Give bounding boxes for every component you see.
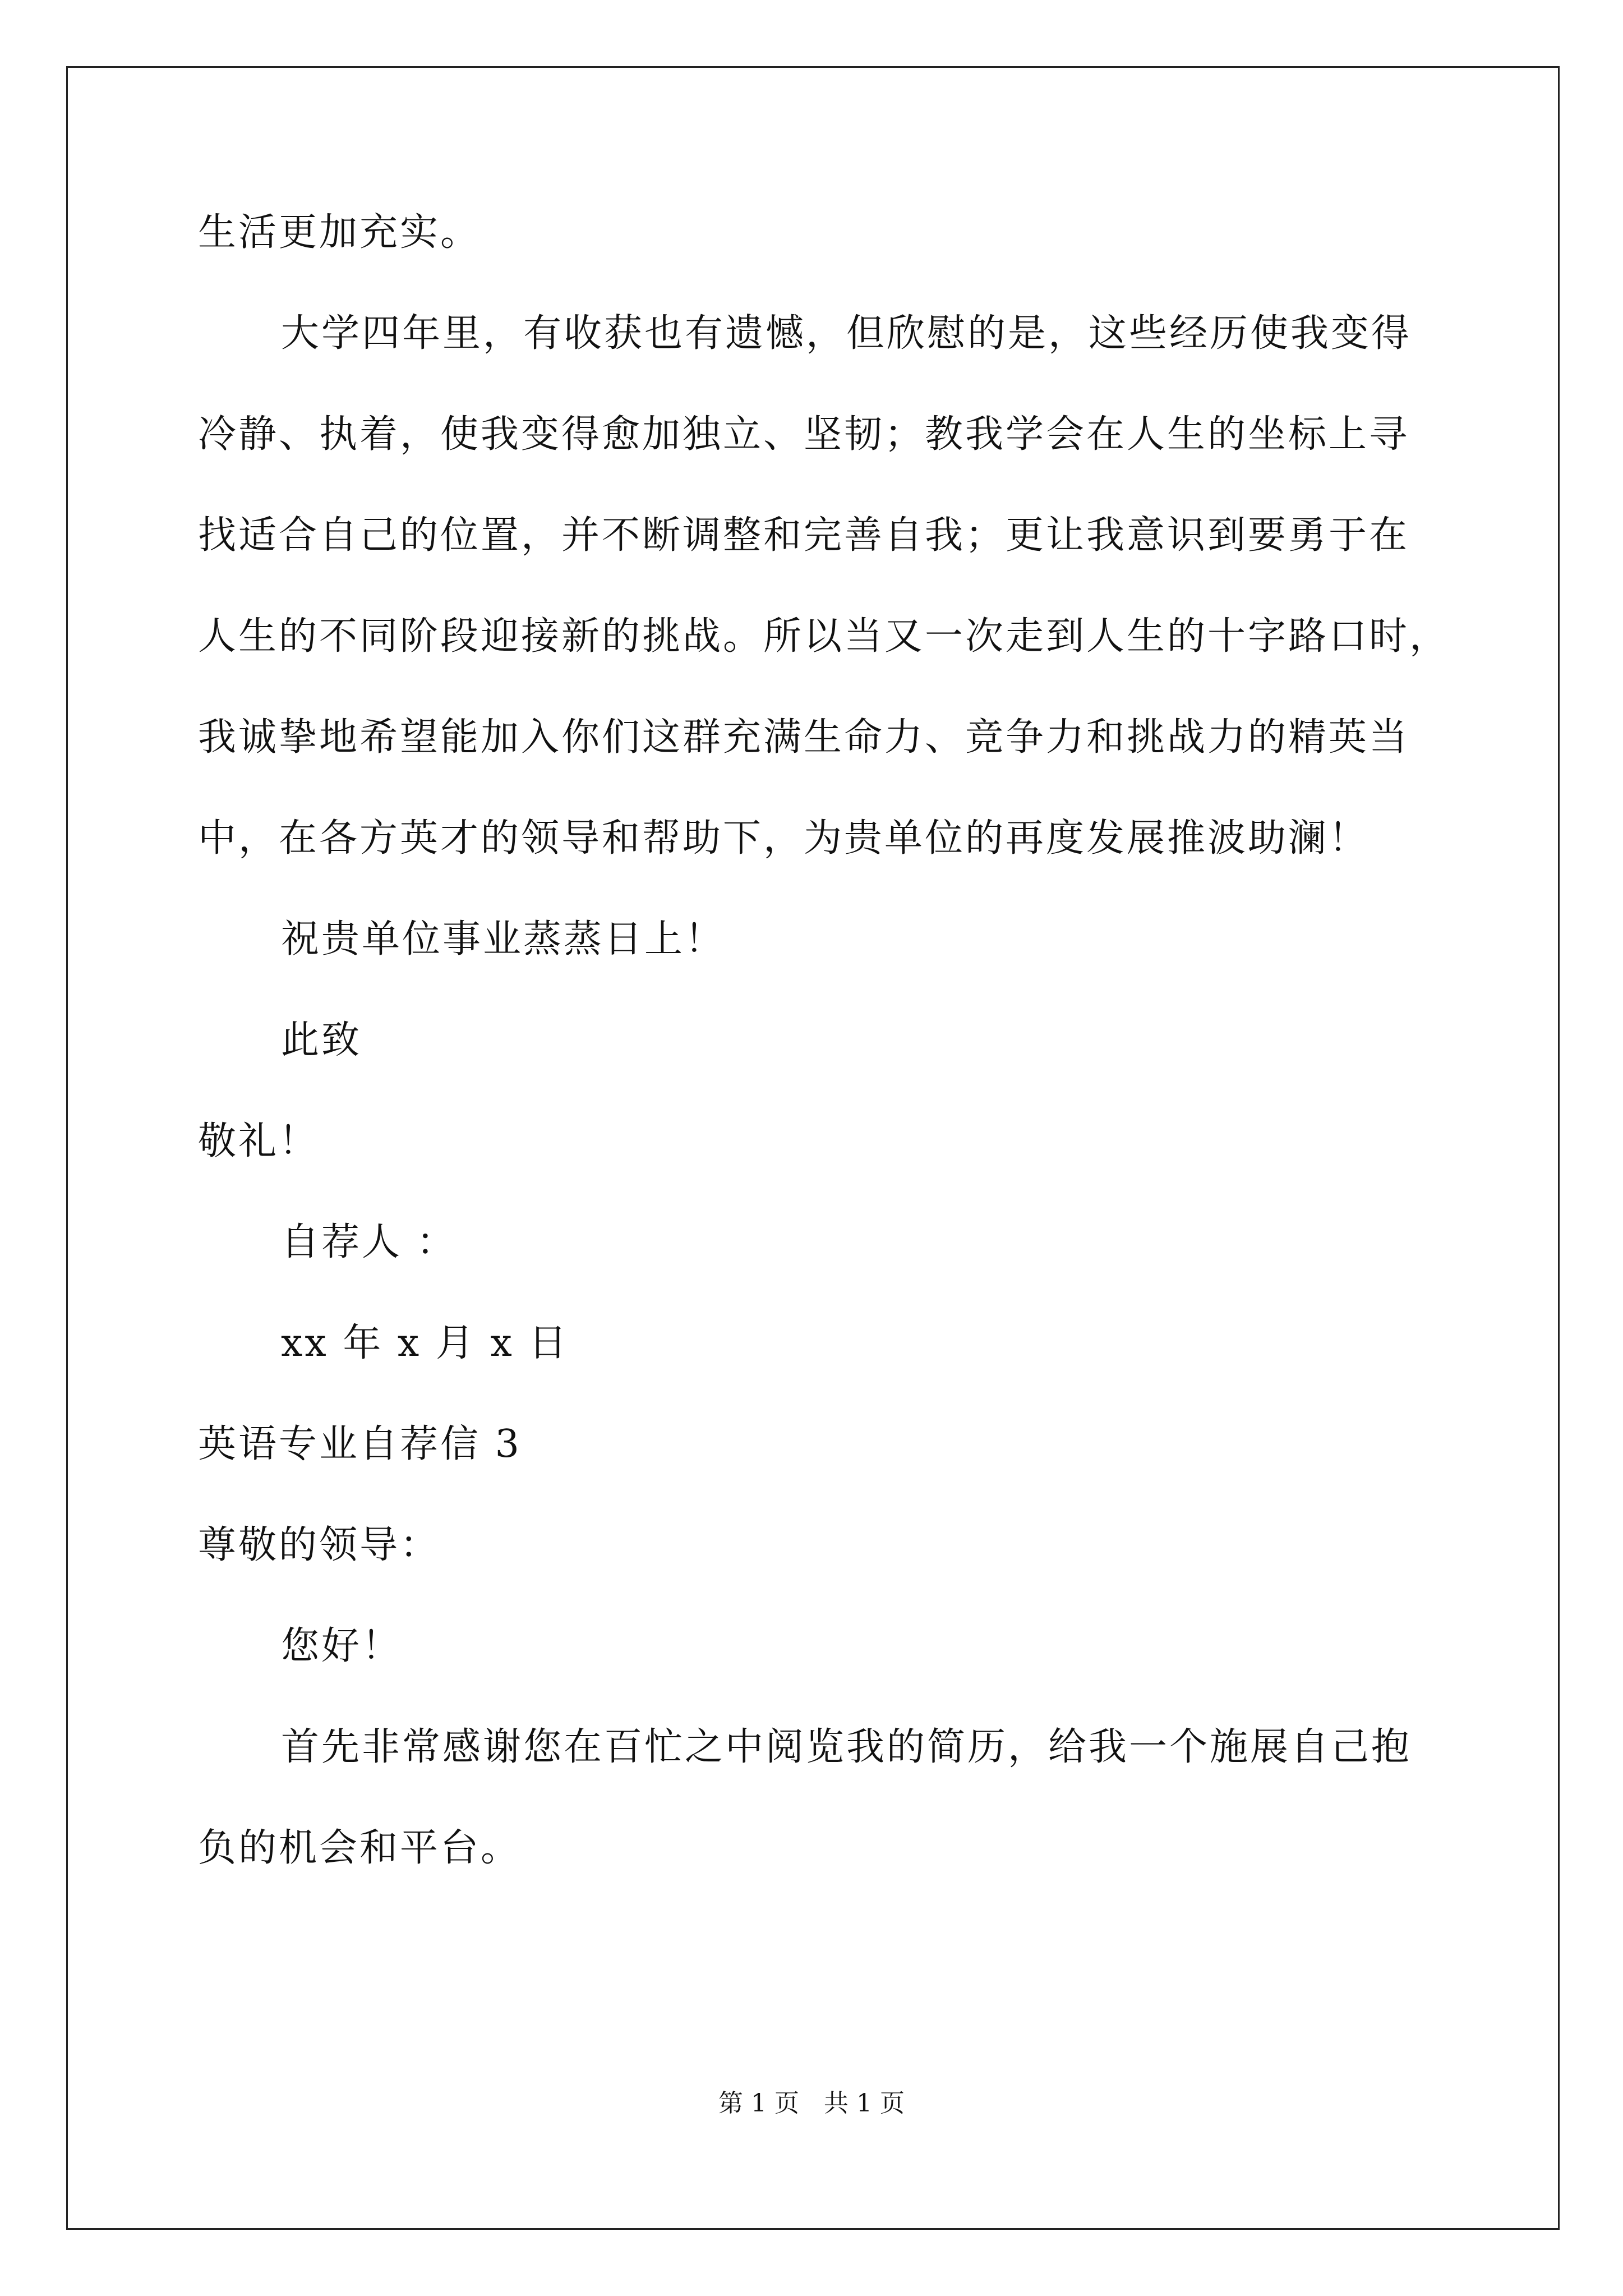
page-footer: 第 1 页 共 1 页 <box>718 2089 905 2118</box>
text-line: 敬礼！ <box>198 1119 320 1163</box>
text-line: 人生的不同阶段迎接新的挑战。所以当又一次走到人生的十字路口时， <box>198 614 1450 659</box>
section-title: 英语专业自荐信 3 <box>198 1422 522 1466</box>
text-line: 我诚挚地希望能加入你们这群充满生命力、竞争力和挑战力的精英当 <box>198 715 1410 760</box>
text-line: 中，在各方英才的领导和帮助下，为贵单位的再度发展推波助澜！ <box>198 816 1370 861</box>
date-line: xx 年 x 月 x 日 <box>281 1321 569 1365</box>
signature-label: 自荐人 ： <box>281 1220 457 1264</box>
text-line: 大学四年里，有收获也有遗憾，但欣慰的是，这些经历使我变得 <box>281 311 1412 356</box>
text-line: 生活更加充实。 <box>198 210 481 255</box>
greeting: 您好！ <box>281 1624 403 1668</box>
text-line: 祝贵单位事业蒸蒸日上！ <box>281 917 726 961</box>
text-line: 找适合自己的位置，并不断调整和完善自我；更让我意识到要勇于在 <box>198 513 1410 558</box>
text-line: 冷静、执着，使我变得愈加独立、坚韧；教我学会在人生的坐标上寻 <box>198 412 1410 457</box>
text-line: 负的机会和平台。 <box>198 1826 522 1870</box>
salutation: 尊敬的领导： <box>198 1523 441 1567</box>
text-line: 此致 <box>281 1018 362 1062</box>
text-line: 首先非常感谢您在百忙之中阅览我的简历，给我一个施展自己抱 <box>281 1725 1412 1769</box>
